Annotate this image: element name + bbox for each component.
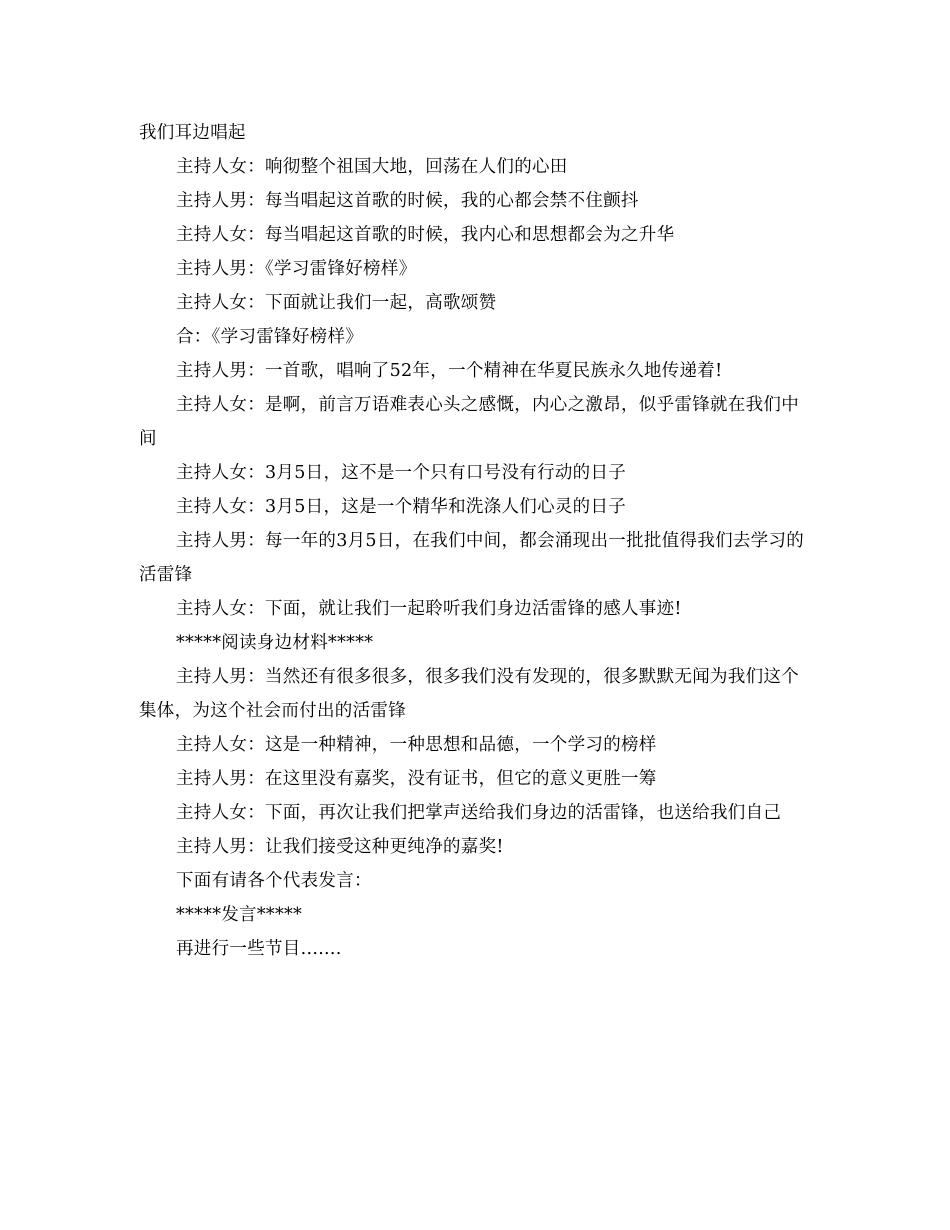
paragraph: 主持人男：每当唱起这首歌的时候，我的心都会禁不住颤抖 bbox=[176, 191, 639, 211]
paragraph: 主持人男：每一年的3月5日，在我们中间，都会涌现出一批批值得我们去学习的活雷锋 bbox=[139, 531, 805, 585]
paragraph: 再进行一些节目....... bbox=[176, 939, 342, 959]
paragraph: 主持人女：下面，就让我们一起聆听我们身边活雷锋的感人事迹! bbox=[176, 599, 682, 619]
paragraph: 我们耳边唱起 bbox=[139, 123, 246, 143]
paragraph: 主持人男：一首歌，唱响了52年，一个精神在华夏民族永久地传递着! bbox=[176, 361, 723, 381]
paragraph: 下面有请各个代表发言： bbox=[176, 871, 372, 891]
paragraph: 主持人男：《学习雷锋好榜样》 bbox=[176, 259, 417, 279]
paragraph: 主持人女：响彻整个祖国大地，回荡在人们的心田 bbox=[176, 157, 568, 177]
paragraph: *****发言***** bbox=[176, 905, 303, 925]
paragraph: 主持人男：在这里没有嘉奖，没有证书，但它的意义更胜一筹 bbox=[176, 769, 657, 789]
paragraph: 主持人男：让我们接受这种更纯净的嘉奖! bbox=[176, 837, 504, 857]
paragraph: 主持人女：这是一种精神，一种思想和品德，一个学习的榜样 bbox=[176, 735, 657, 755]
paragraph: 主持人女：每当唱起这首歌的时候，我内心和思想都会为之升华 bbox=[176, 225, 675, 245]
paragraph: 主持人女：3月5日，这是一个精华和洗涤人们心灵的日子 bbox=[176, 497, 627, 517]
paragraph: 主持人女：下面就让我们一起，高歌颂赞 bbox=[176, 293, 497, 313]
paragraph: 合：《学习雷锋好榜样》 bbox=[176, 327, 364, 347]
paragraph: 主持人女：3月5日，这不是一个只有口号没有行动的日子 bbox=[176, 463, 627, 483]
paragraph: 主持人女：下面，再次让我们把掌声送给我们身边的活雷锋，也送给我们自己 bbox=[176, 803, 782, 823]
paragraph: 主持人男：当然还有很多很多，很多我们没有发现的，很多默默无闻为我们这个集体，为这个社会而付出的活雷锋 bbox=[139, 667, 799, 721]
document-body bbox=[139, 116, 814, 966]
paragraph: 主持人女：是啊，前言万语难表心头之感慨，内心之激昂，似乎雷锋就在我们中间 bbox=[139, 395, 799, 449]
paragraph: *****阅读身边材料***** bbox=[176, 633, 374, 653]
